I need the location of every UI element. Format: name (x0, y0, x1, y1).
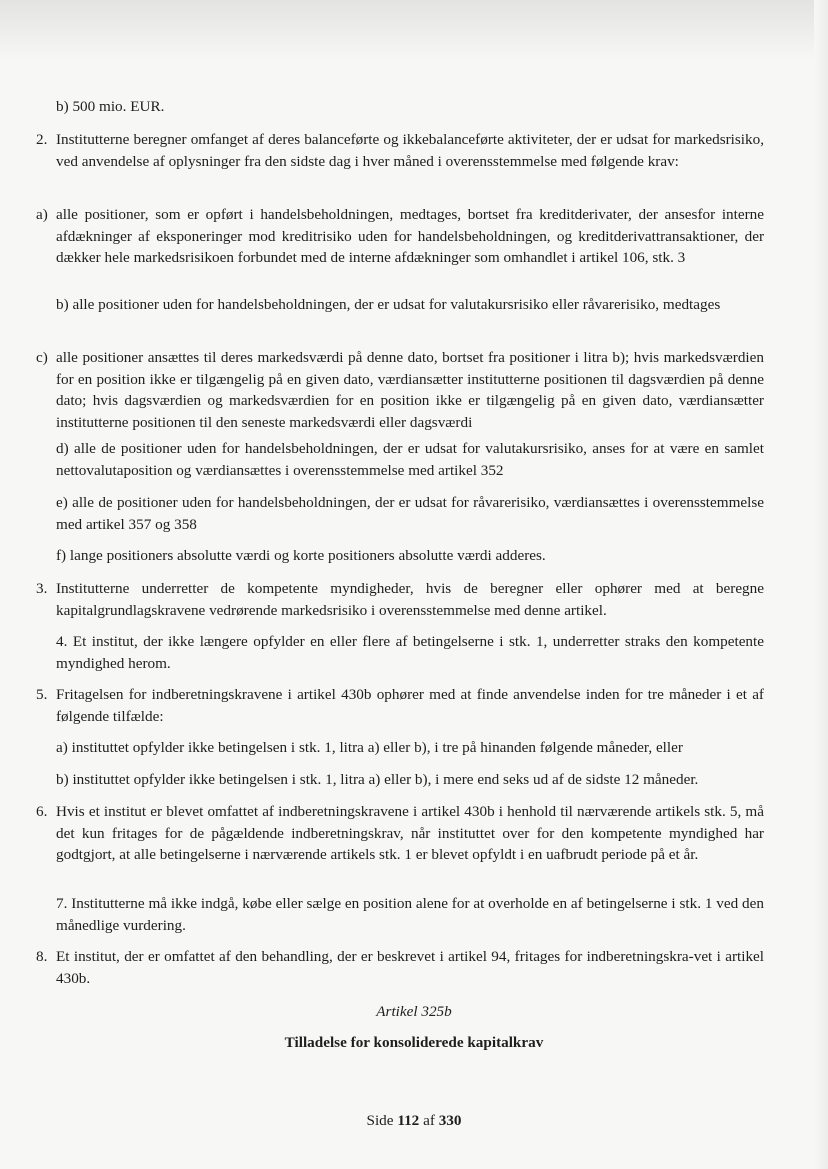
paragraph-text: Hvis et institut er blevet omfattet af indberetningskravene i artikel 430b i henhold til nærværende artikels stk. 5, må det kun fritages for de pågældende indberetningskrav, når instituttet over for den kompetente myndighed har godtgjort, at alle betingelserne i nærværende artikels stk. 1 er blevet opfyldt i en uafbrudt periode på et år. (56, 803, 764, 863)
paragraph-c (36, 347, 764, 433)
paragraph-6 (36, 801, 764, 866)
scan-top-shadow (0, 0, 828, 60)
page-footer (0, 1110, 828, 1132)
paragraph-b: b) alle positioner uden for handelsbeholdningen, der er udsat for valutakursrisiko eller råvarerisiko, medtages (56, 296, 721, 313)
paragraph-text: alle positioner ansættes til deres markedsværdi på denne dato, bortset fra positioner i litra b); hvis markedsværdien for en position ikke er tilgængelig på en given dato, værdiansætter institutterne positionen til dagsværdien på denne dato; hvis dagsværdien og markedsværdien for en position ikke er tilgængelig på en given dato, værdiansætter institutterne positionen til den seneste markedsværdi eller dagsværdi (56, 349, 764, 431)
paragraph-marker: 2. (36, 131, 48, 148)
footer-page-number: 112 (397, 1112, 420, 1129)
paragraph-5b: b) instituttet opfylder ikke betingelsen i stk. 1, litra a) eller b), i mere end seks ud af de sidste 12 måneder. (56, 771, 699, 788)
paragraph-a (36, 204, 764, 269)
paragraph-marker: 8. (36, 948, 48, 965)
paragraph-5 (36, 684, 764, 727)
paragraph-marker: c) (36, 349, 48, 366)
paragraph-marker: 3. (36, 580, 48, 597)
paragraph-7: 7. Institutterne må ikke indgå, købe eller sælge en position alene for at overholde en af betingelserne i stk. 1 ved den månedlige vurdering. (56, 895, 764, 934)
paragraph-marker: 5. (36, 686, 48, 703)
footer-separator: af (423, 1112, 435, 1129)
paragraph-text: alle positioner, som er opført i handelsbeholdningen, medtages, bortset fra kreditderivater, der ansesfor interne afdækninger af eksponeringer mod kreditrisiko uden for handelsbeholdningen, og kreditderivattransaktioner, der dækker hele markedsrisikoen forbundet med de interne afdækninger som omhandlet i artikel 106, stk. 3 (56, 206, 764, 266)
article-title: Tilladelse for konsoliderede kapitalkrav (284, 1034, 544, 1051)
paragraph-marker: a) (36, 206, 48, 223)
paragraph-e: e) alle de positioner uden for handelsbeholdningen, der er udsat for råvarerisiko, værdiansættes i overensstemmelse med artikel 357 og 358 (56, 494, 764, 533)
paragraph-text: Fritagelsen for indberetningskravene i artikel 430b ophører med at finde anvendelse inden for tre måneder i et af følgende tilfælde: (56, 686, 764, 725)
paragraph-text: Institutterne beregner omfanget af deres balanceførte og ikkebalanceførte aktiviteter, der er udsat for markedsrisiko, ved anvendelse af oplysninger fra den sidste dag i hver måned i overensstemmelse med følgende krav: (56, 131, 764, 170)
paragraph-4: 4. Et institut, der ikke længere opfylder en eller flere af betingelserne i stk. 1, underretter straks den kompetente myndighed herom. (56, 633, 764, 672)
scan-right-shadow (814, 0, 828, 1169)
paragraph-3 (36, 578, 764, 621)
paragraph-text: Et institut, der er omfattet af den behandling, der er beskrevet i artikel 94, fritages for indberetningskra-vet i artikel 430b. (56, 948, 764, 987)
paragraph-8 (36, 946, 764, 989)
footer-prefix: Side (366, 1112, 394, 1129)
paragraph-5a: a) instituttet opfylder ikke betingelsen i stk. 1, litra a) eller b), i tre på hinanden følgende måneder, eller (56, 739, 683, 756)
paragraph-marker: 6. (36, 803, 48, 820)
footer-page-total: 330 (438, 1112, 462, 1129)
paragraph-text: Institutterne underretter de kompetente myndigheder, hvis de beregner eller ophører med at beregne kapitalgrundlagskravene vedrørende markedsrisiko i overensstemmelse med denne artikel. (56, 580, 764, 619)
paragraph-f: f) lange positioners absolutte værdi og korte positioners absolutte værdi adderes. (56, 547, 546, 564)
paragraph-2 (36, 129, 764, 172)
paragraph-b-500mio: b) 500 mio. EUR. (56, 98, 165, 115)
article-label: Artikel 325b (376, 1003, 452, 1020)
paragraph-d: d) alle de positioner uden for handelsbeholdningen, der er udsat for valutakursrisiko, anses for at være en samlet nettovalutaposition og værdiansættes i overensstemmelse med artikel 352 (56, 440, 764, 479)
